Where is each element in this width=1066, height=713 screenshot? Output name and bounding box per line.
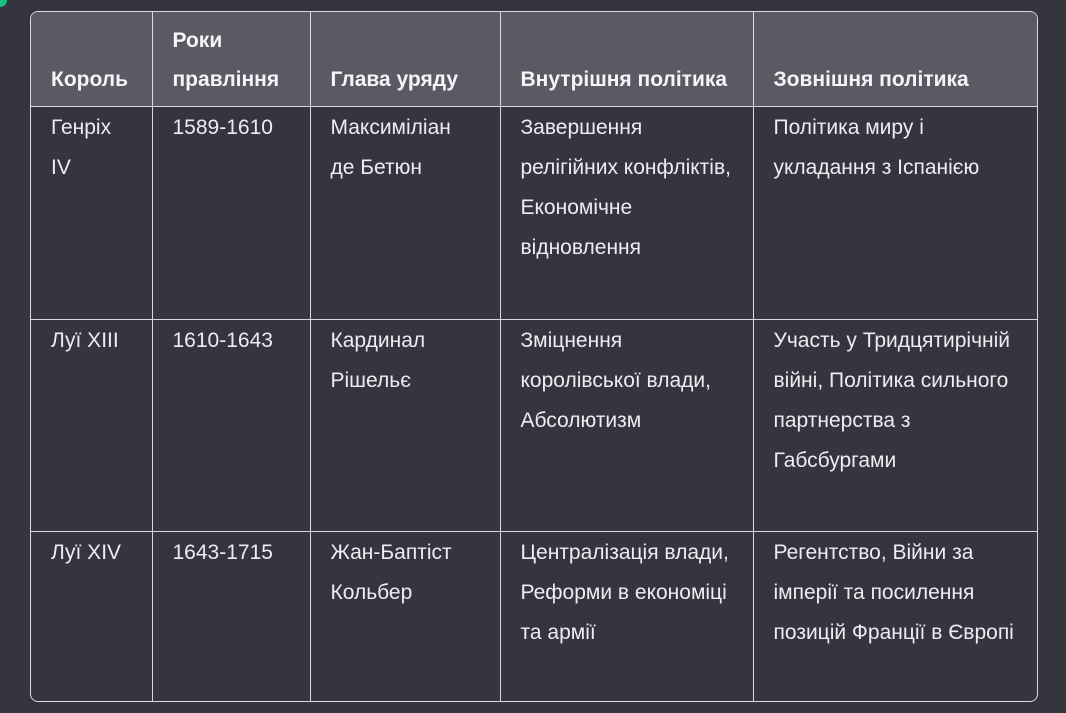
table-row: [31, 531, 1037, 702]
cell-king: Луї XIV: [31, 531, 152, 702]
cell-king: Луї XIII: [31, 319, 152, 531]
corner-accent-mark: [0, 0, 7, 7]
cell-reign-years: 1610-1643: [152, 319, 310, 531]
table-container: [30, 11, 1038, 702]
cell-foreign-policy: Політика миру і укладання з Іспанією: [753, 106, 1037, 319]
table-row: [31, 319, 1037, 531]
cell-reign-years: 1589-1610: [152, 106, 310, 319]
cell-head-of-government: Жан-Баптіст Кольбер: [310, 531, 500, 702]
table-header-row: [31, 12, 1037, 106]
header-domestic-policy: Внутрішня політика: [500, 12, 753, 106]
header-reign-years: Роки правління: [152, 12, 310, 106]
cell-foreign-policy: Участь у Тридцятирічній війні, Політика сильного партнерства з Габсбургами: [753, 319, 1037, 531]
cell-foreign-policy: Регентство, Війни за імперії та посилення позицій Франції в Європі: [753, 531, 1037, 702]
header-head-of-government: Глава уряду: [310, 12, 500, 106]
cell-reign-years: 1643-1715: [152, 531, 310, 702]
cell-head-of-government: Кардинал Рішельє: [310, 319, 500, 531]
cell-domestic-policy: Зміцнення королівської влади, Абсолютизм: [500, 319, 753, 531]
table-row: [31, 106, 1037, 319]
cell-domestic-policy: Централізація влади, Реформи в економіці та армії: [500, 531, 753, 702]
header-foreign-policy: Зовнішня політика: [753, 12, 1037, 106]
header-king: Король: [31, 12, 152, 106]
cell-king: Генріх IV: [31, 106, 152, 319]
history-table: [31, 12, 1037, 702]
cell-head-of-government: Максиміліан де Бетюн: [310, 106, 500, 319]
cell-domestic-policy: Завершення релігійних конфліктів, Економічне відновлення: [500, 106, 753, 319]
